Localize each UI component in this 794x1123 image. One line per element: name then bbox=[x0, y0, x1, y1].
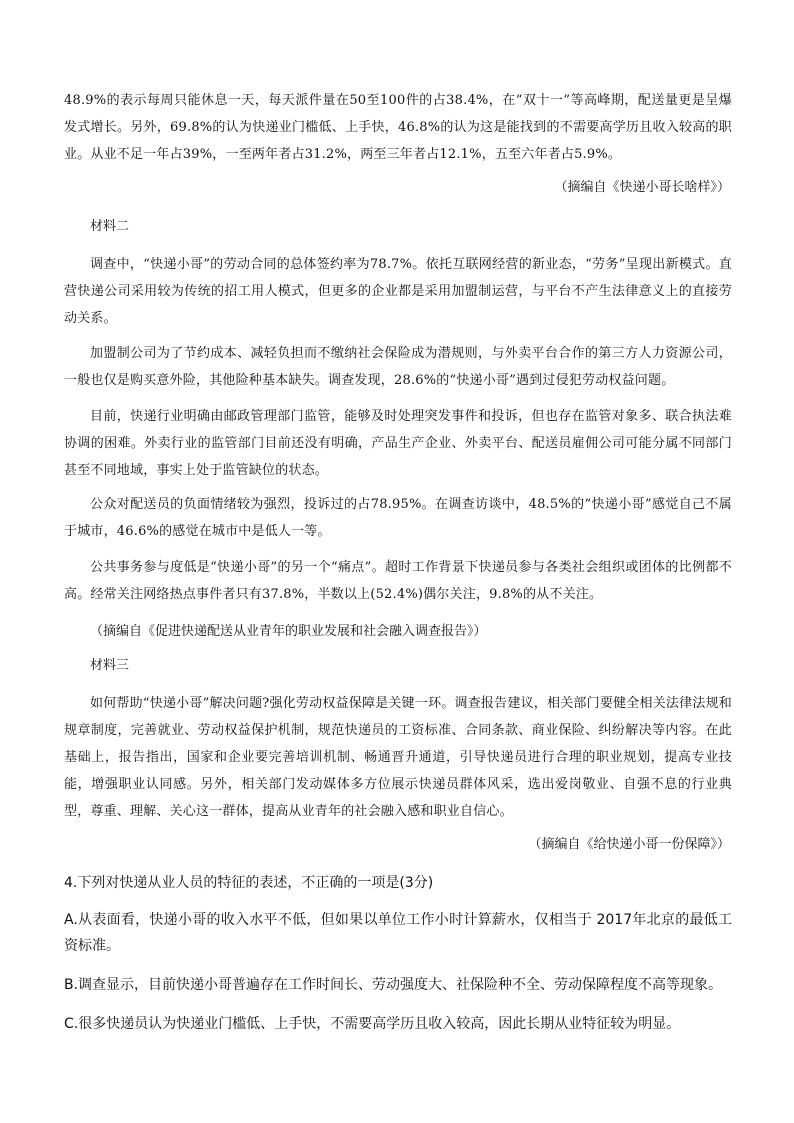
question-stem: 4.下列对快递从业人员的特征的表述，不正确的一项是(3分) bbox=[64, 875, 434, 891]
material3-heading: 材料三 bbox=[90, 658, 130, 673]
material2-paragraph-5: 公共事务参与度低是“快递小哥”的另一个“痛点”。超时工作背景下快递员参与各类社会组织或团体的比例都不高。经常关注网络热点事件者只有37.8%，半数以上(52.4%)偶尔关注，9.8%的从不关注。 bbox=[64, 560, 732, 602]
material1-paragraph: 48.9%的表示每周只能休息一天，每天派件量在50至100件的占38.4%，在“双十一”等高峰期，配送量更是呈爆发式增长。另外，69.8%的认为快递业门槛低、上手快，46.8%的认为这是能找到的不需要高学历且收入较高的职业。从业不足一年占39%，一至两年者占31.2%，两至三年者占12.1%，五至六年者占5.9%。 bbox=[64, 93, 732, 162]
material2-paragraph-2: 加盟制公司为了节约成本、减轻负担而不缴纳社会保险成为潜规则，与外卖平台合作的第三方人力资源公司，一般也仅是购买意外险，其他险种基本缺失。调查发现，28.6%的“快递小哥”遇到过侵犯劳动权益问题。 bbox=[64, 346, 732, 388]
option-c: C.很多快递员认为快递业门槛低、上手快，不需要高学历且收入较高，因此长期从业特征较为明显。 bbox=[64, 1016, 681, 1032]
material2-paragraph-1: 调查中，“快递小哥”的劳动合同的总体签约率为78.7%。依托互联网经营的新业态，“劳务”呈现出新模式。直营快递公司采用较为传统的招工用人模式，但更多的企业都是采用加盟制运营，与平台不产生法律意义上的直接劳动关系。 bbox=[64, 257, 732, 326]
material2-heading: 材料二 bbox=[90, 219, 130, 234]
option-a: A.从表面看，快递小哥的收入水平不低，但如果以单位工作小时计算薪水，仅相当于 2017年北京的最低工资标准。 bbox=[64, 912, 732, 954]
material2-source: （摘编自《促进快递配送从业青年的职业发展和社会融入调查报告》） bbox=[90, 624, 487, 639]
material3-source: （摘编自《给快递小哥一份保障》） bbox=[528, 837, 730, 852]
material3-paragraph: 如何帮助“快递小哥”解决问题?强化劳动权益保障是关键一环。调查报告建议，相关部门要健全相关法律法规和规章制度，完善就业、劳动权益保护机制，规范快递员的工资标准、合同条款、商业保险、纠纷解决等内容。在此基础上，报告指出，国家和企业要完善培训机制、畅通晋升通道，引导快递员进行合理的职业规划，提高专业技能，增强职业认同感。另外，相关部门发动媒体多方位展示快递员群体风采，选出爱岗敬业、自强不息的行业典型，尊重、理解、关心这一群体，提高从业青年的社会融入感和职业自信心。 bbox=[64, 696, 732, 819]
material2-paragraph-3: 目前，快递行业明确由邮政管理部门监管，能够及时处理突发事件和投诉，但也存在监管对象多、联合执法难协调的困难。外卖行业的监管部门目前还没有明确，产品生产企业、外卖平台、配送员雇佣公司可能分属不同部门甚至不同地域，事实上处于监管缺位的状态。 bbox=[64, 409, 732, 478]
material2-paragraph-4: 公众对配送员的负面情绪较为强烈，投诉过的占78.95%。在调查访谈中，48.5%的“快递小哥”感觉自己不属于城市，46.6%的感觉在城市中是低人一等。 bbox=[64, 497, 732, 539]
material1-source: （摘编自《快递小哥长啥样》） bbox=[554, 180, 730, 195]
option-b: B.调查显示，目前快递小哥普遍存在工作时间长、劳动强度大、社保险种不全、劳动保障程度不高等现象。 bbox=[64, 977, 723, 993]
